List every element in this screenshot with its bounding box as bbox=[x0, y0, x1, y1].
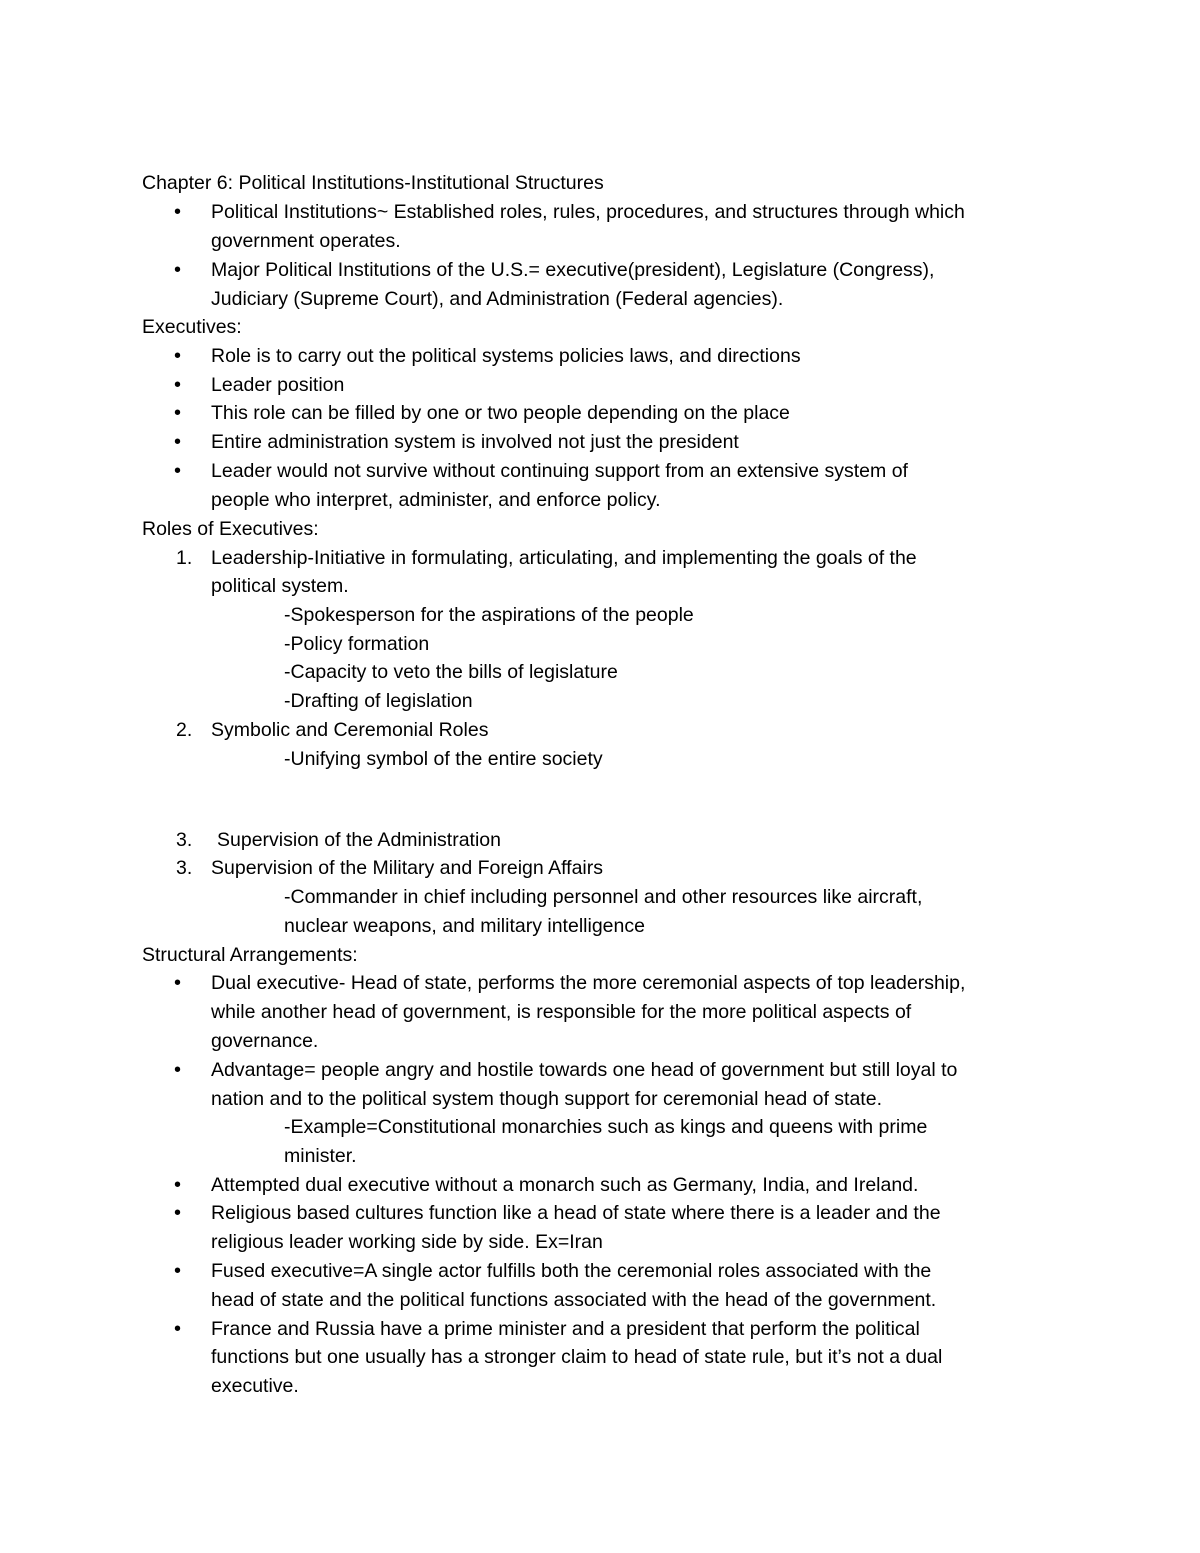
sub-item-line: -Capacity to veto the bills of legislature bbox=[284, 661, 618, 683]
bullet-marker: • bbox=[174, 1059, 182, 1081]
list-item-line: while another head of government, is responsible for the more political aspects of bbox=[211, 1001, 912, 1023]
list-item-line: government operates. bbox=[211, 230, 401, 252]
list-item-line: Attempted dual executive without a monarch such as Germany, India, and Ireland. bbox=[211, 1174, 919, 1196]
section-heading-roles: Roles of Executives: bbox=[142, 518, 319, 540]
list-item-line: Fused executive=A single actor fulfills both the ceremonial roles associated with the bbox=[211, 1260, 932, 1282]
list-item-line: France and Russia have a prime minister and a president that perform the political bbox=[211, 1318, 920, 1340]
sub-item-line: -Example=Constitutional monarchies such as kings and queens with prime bbox=[284, 1116, 928, 1138]
section-heading-executives: Executives: bbox=[142, 316, 242, 338]
bullet-marker: • bbox=[174, 1202, 182, 1224]
list-item-line: political system. bbox=[211, 575, 349, 597]
list-item-line: Major Political Institutions of the U.S.= executive(president), Legislature (Congress), bbox=[211, 259, 935, 281]
list-item-line: Advantage= people angry and hostile towards one head of government but still loyal to bbox=[211, 1059, 958, 1081]
bullet-marker: • bbox=[174, 1318, 182, 1340]
sub-item-line: minister. bbox=[284, 1145, 357, 1167]
bullet-marker: • bbox=[174, 259, 182, 281]
list-item-line: Role is to carry out the political systems policies laws, and directions bbox=[211, 345, 801, 367]
sub-item-line: -Commander in chief including personnel and other resources like aircraft, bbox=[284, 886, 923, 908]
list-item-line: Dual executive- Head of state, performs the more ceremonial aspects of top leadership, bbox=[211, 972, 966, 994]
list-item-line: governance. bbox=[211, 1030, 319, 1052]
list-item-line: Political Institutions~ Established roles, rules, procedures, and structures through which bbox=[211, 201, 965, 223]
list-item-line: Religious based cultures function like a head of state where there is a leader and the bbox=[211, 1202, 941, 1224]
bullet-marker: • bbox=[174, 431, 182, 453]
list-item-line: Judiciary (Supreme Court), and Administration (Federal agencies). bbox=[211, 288, 784, 310]
list-item-line: nation and to the political system though support for ceremonial head of state. bbox=[211, 1088, 882, 1110]
sub-item-line: -Unifying symbol of the entire society bbox=[284, 748, 603, 770]
number-marker: 3. bbox=[176, 829, 193, 851]
number-marker: 1. bbox=[176, 547, 193, 569]
list-item-line: Leadership-Initiative in formulating, articulating, and implementing the goals of the bbox=[211, 547, 917, 569]
list-item-line: Leader position bbox=[211, 374, 345, 396]
list-item-line: Symbolic and Ceremonial Roles bbox=[211, 719, 489, 741]
number-marker: 2. bbox=[176, 719, 193, 741]
sub-item-line: -Drafting of legislation bbox=[284, 690, 473, 712]
list-item-line: Supervision of the Administration bbox=[217, 829, 501, 851]
list-item-line: Entire administration system is involved not just the president bbox=[211, 431, 739, 453]
list-item-line: Supervision of the Military and Foreign Affairs bbox=[211, 857, 603, 879]
list-item-line: executive. bbox=[211, 1375, 299, 1397]
page-title: Chapter 6: Political Institutions-Institutional Structures bbox=[142, 172, 604, 194]
section-heading-structural: Structural Arrangements: bbox=[142, 944, 358, 966]
bullet-marker: • bbox=[174, 402, 182, 424]
bullet-marker: • bbox=[174, 460, 182, 482]
bullet-marker: • bbox=[174, 1260, 182, 1282]
list-item-line: functions but one usually has a stronger claim to head of state rule, but it’s not a dual bbox=[211, 1346, 943, 1368]
sub-item-line: nuclear weapons, and military intelligence bbox=[284, 915, 645, 937]
bullet-marker: • bbox=[174, 374, 182, 396]
bullet-marker: • bbox=[174, 345, 182, 367]
list-item-line: head of state and the political functions associated with the head of the government. bbox=[211, 1289, 937, 1311]
sub-item-line: -Spokesperson for the aspirations of the people bbox=[284, 604, 694, 626]
bullet-marker: • bbox=[174, 972, 182, 994]
bullet-marker: • bbox=[174, 1174, 182, 1196]
list-item-line: Leader would not survive without continuing support from an extensive system of bbox=[211, 460, 908, 482]
list-item-line: people who interpret, administer, and enforce policy. bbox=[211, 489, 661, 511]
list-item-line: religious leader working side by side. Ex=Iran bbox=[211, 1231, 603, 1253]
list-item-line: This role can be filled by one or two people depending on the place bbox=[211, 402, 790, 424]
number-marker: 3. bbox=[176, 857, 193, 879]
sub-item-line: -Policy formation bbox=[284, 633, 430, 655]
bullet-marker: • bbox=[174, 201, 182, 223]
